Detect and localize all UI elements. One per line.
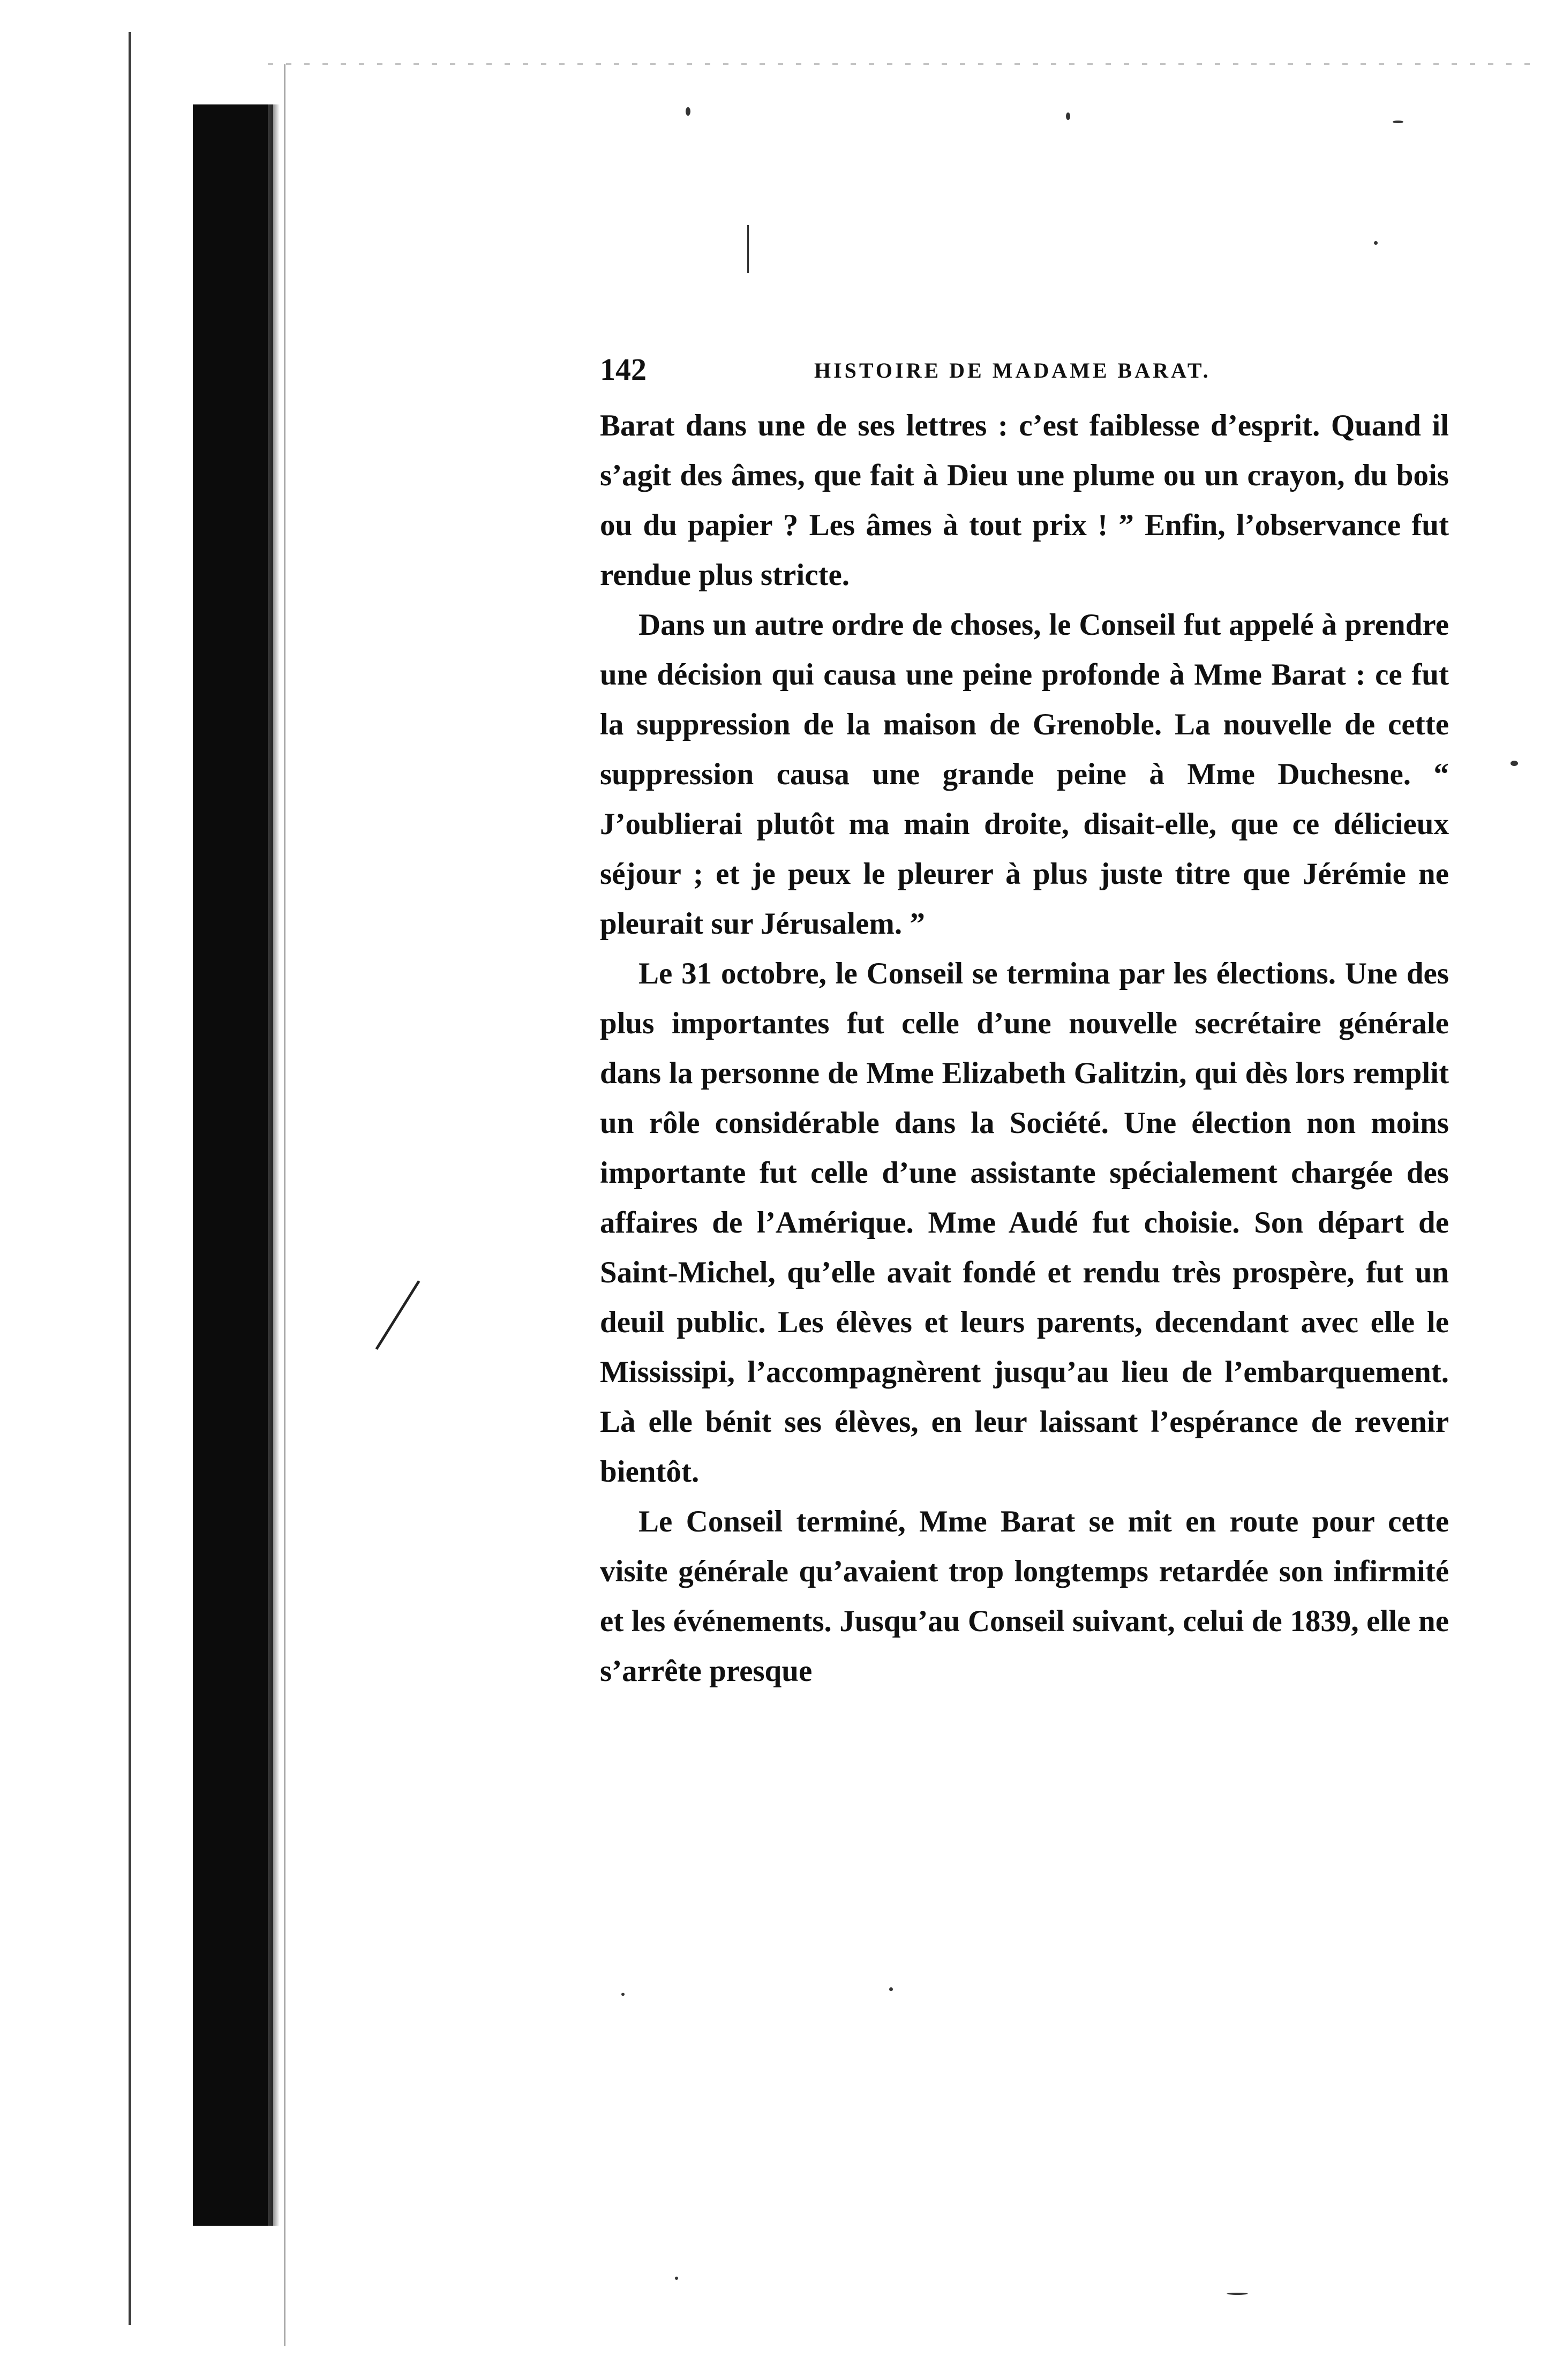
scan-speck <box>889 1987 893 1991</box>
scan-speck <box>1227 2293 1248 2295</box>
page-top-edge <box>268 63 1543 65</box>
binding-shadow <box>193 104 273 2226</box>
paragraph: Le 31 octobre, le Conseil se termina par les élections. Une des plus importantes fut celle d’une nouvelle secrétaire générale dans la personne de Mme Elizabeth Galitzin, qui dès lors remplit un rôle considérable dans la Société. Une élection non moins importante fut celle d’une assistante spécialement chargée des affaires de l’Amérique. Mme Audé fut choisie. Son départ de Saint-Michel, qu’elle avait fondé et rendu très prospère, fut un deuil public. Les élèves et leurs parents, decendant avec elle le Mississipi, l’accompagnèrent jusqu’au lieu de l’embarquement. Là elle bénit ses élèves, en leur laissant l’espérance de revenir bientôt. <box>600 957 1449 1489</box>
scan-speck <box>1066 112 1070 120</box>
running-head <box>600 348 1449 396</box>
paragraph: Le Conseil terminé, Mme Barat se mit en route pour cette visite générale qu’avaient trop longtemps retardée son infirmité et les événements. Jusqu’au Conseil suivant, celui de 1839, elle ne s’arrête presque <box>600 1505 1449 1688</box>
scan-gutter-line <box>129 32 131 2325</box>
scan-speck <box>686 107 690 116</box>
page-number: 142 <box>600 352 647 387</box>
book-page <box>600 348 1449 1696</box>
paragraph: Dans un autre ordre de choses, le Conseil fut appelé à prendre une décision qui causa une peine profonde à Mme Barat : ce fut la suppression de la maison de Grenoble. La nouvelle de cette suppression causa une grande peine à Mme Duchesne. “ J’oublierai plutôt ma main droite, disait-elle, que ce délicieux séjour ; et je peux le pleurer à plus juste titre que Jérémie ne pleurait sur Jérusalem. ” <box>600 608 1449 941</box>
scan-inner-line <box>284 64 285 2346</box>
running-title: HISTOIRE DE MADAME BARAT. <box>814 358 1211 382</box>
scan-speck <box>1511 761 1518 766</box>
text-body <box>600 401 1449 1696</box>
scan-speck <box>621 1993 625 1996</box>
scan-speck <box>675 2277 678 2280</box>
scan-speck <box>1393 121 1403 123</box>
paragraph: Barat dans une de ses lettres : c’est faiblesse d’esprit. Quand il s’agit des âmes, que fait à Dieu une plume ou un crayon, du bois ou du papier ? Les âmes à tout prix ! ” Enfin, l’observance fut rendue plus stricte. <box>600 409 1449 592</box>
stray-pen-mark <box>375 1280 420 1350</box>
binding-shadow-edge <box>268 104 280 2226</box>
scan-speck <box>747 225 749 273</box>
scan-speck <box>1374 241 1378 245</box>
